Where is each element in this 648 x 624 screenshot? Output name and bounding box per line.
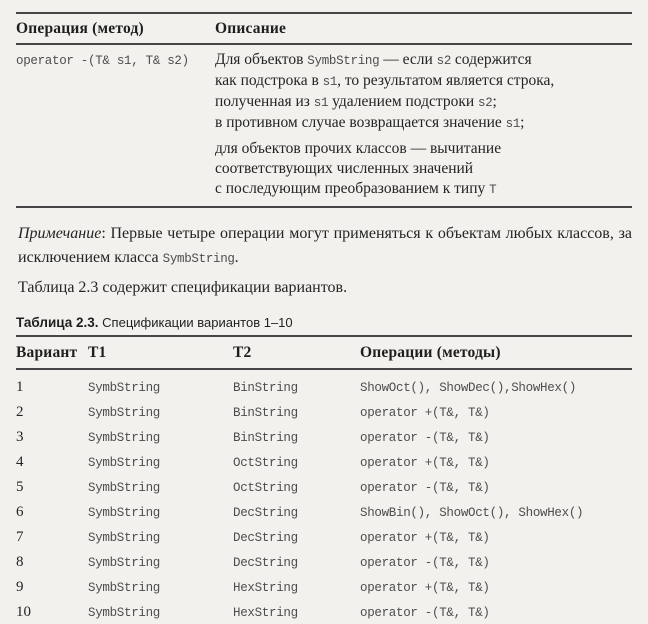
description-cell bbox=[215, 50, 632, 200]
variant-cell: 7 bbox=[16, 529, 24, 545]
table-row bbox=[16, 425, 632, 450]
t1-cell: SymbString bbox=[88, 605, 161, 620]
variant-cell: 3 bbox=[16, 429, 24, 445]
text-segment: с последующим преобразованием к типу bbox=[215, 180, 490, 197]
t1-cell: SymbString bbox=[88, 555, 161, 570]
table-row bbox=[16, 475, 632, 500]
operations-cell: operator -(T&, T&) bbox=[360, 605, 490, 620]
description-line bbox=[215, 92, 632, 113]
text-segment: содержится bbox=[451, 51, 532, 68]
column-header-t1: T1 bbox=[88, 344, 107, 361]
inline-code: SymbString bbox=[162, 252, 235, 266]
t1-cell: SymbString bbox=[88, 480, 161, 495]
t1-cell: SymbString bbox=[88, 430, 161, 445]
text-segment: удалением подстроки bbox=[328, 93, 479, 110]
intro-paragraph: Таблица 2.3 содержит спецификации вариантов. bbox=[18, 279, 348, 296]
variant-cell: 2 bbox=[16, 404, 24, 420]
t1-cell: SymbString bbox=[88, 530, 161, 545]
caption-number: Таблица 2.3. bbox=[16, 315, 99, 330]
description-paragraph bbox=[215, 139, 632, 200]
inline-code: s2 bbox=[436, 54, 452, 68]
variant-cell: 9 bbox=[16, 579, 24, 595]
text-segment: . bbox=[234, 249, 239, 266]
variants-table-body bbox=[16, 370, 632, 624]
t2-cell: OctString bbox=[233, 455, 298, 470]
inline-code: T bbox=[489, 183, 497, 197]
t2-cell: BinString bbox=[233, 430, 298, 445]
operations-cell: ShowBin(), ShowOct(), ShowHex() bbox=[360, 505, 584, 520]
variants-table-header bbox=[16, 337, 632, 370]
operations-cell: operator -(T&, T&) bbox=[360, 480, 490, 495]
operations-cell: operator -(T&, T&) bbox=[360, 430, 490, 445]
t2-cell: DecString bbox=[233, 505, 298, 520]
operations-cell: operator +(T&, T&) bbox=[360, 580, 490, 595]
table-row bbox=[16, 375, 632, 400]
inline-code: s2 bbox=[478, 96, 493, 110]
table-row bbox=[16, 450, 632, 475]
t2-cell: HexString bbox=[233, 605, 298, 620]
text-segment: , то результатом является строка, bbox=[337, 72, 555, 89]
t2-cell: DecString bbox=[233, 555, 298, 570]
text-segment: соответствующих численных значений bbox=[215, 160, 474, 177]
inline-code: s1 bbox=[322, 75, 338, 89]
description-line bbox=[215, 113, 632, 134]
inline-code: s1 bbox=[505, 117, 521, 131]
variant-cell: 1 bbox=[16, 379, 24, 395]
caption-title: Спецификации вариантов 1–10 bbox=[98, 315, 293, 330]
operations-table bbox=[16, 12, 632, 208]
column-header-t2: T2 bbox=[233, 344, 252, 361]
text-segment: : Первые четыре операции могут применяться к объектам любых классов, за исключением класса bbox=[18, 225, 632, 266]
table-caption bbox=[16, 315, 632, 330]
variant-cell: 6 bbox=[16, 504, 24, 520]
description-line bbox=[215, 139, 632, 159]
variant-cell: 5 bbox=[16, 479, 24, 495]
t2-cell: BinString bbox=[233, 405, 298, 420]
description-paragraph bbox=[215, 50, 632, 134]
t2-cell: HexString bbox=[233, 580, 298, 595]
text-segment: в противном случае возвращается значение bbox=[215, 114, 506, 131]
inline-code: s1 bbox=[313, 96, 329, 110]
column-header-description: Описание bbox=[215, 20, 287, 37]
t1-cell: SymbString bbox=[88, 405, 161, 420]
operations-cell: operator +(T&, T&) bbox=[360, 530, 490, 545]
description-line bbox=[215, 50, 632, 71]
t2-cell: DecString bbox=[233, 530, 298, 545]
description-line bbox=[215, 179, 632, 200]
t1-cell: SymbString bbox=[88, 380, 161, 395]
operations-cell: operator -(T&, T&) bbox=[360, 555, 490, 570]
table-row bbox=[16, 575, 632, 600]
table-row bbox=[16, 525, 632, 550]
operation-cell: operator -(T& s1, T& s2) bbox=[16, 54, 189, 68]
column-header-operation: Операция (метод) bbox=[16, 20, 144, 37]
inline-code: SymbString bbox=[307, 54, 380, 68]
t1-cell: SymbString bbox=[88, 505, 161, 520]
text-segment: ; bbox=[520, 114, 525, 131]
column-header-variant: Вариант bbox=[16, 344, 78, 361]
text-segment: Для объектов bbox=[215, 51, 308, 68]
operations-cell: ShowOct(), ShowDec(),ShowHex() bbox=[360, 380, 577, 395]
note-paragraph bbox=[18, 222, 632, 271]
description-line bbox=[215, 159, 632, 179]
text-segment: ; bbox=[492, 93, 497, 110]
table-row bbox=[16, 500, 632, 525]
t2-cell: BinString bbox=[233, 380, 298, 395]
column-header-operations: Операции (методы) bbox=[360, 344, 501, 361]
t2-cell: OctString bbox=[233, 480, 298, 495]
variant-cell: 8 bbox=[16, 554, 24, 570]
t1-cell: SymbString bbox=[88, 580, 161, 595]
operations-table-header bbox=[16, 14, 632, 45]
table-row bbox=[16, 400, 632, 425]
operations-cell: operator +(T&, T&) bbox=[360, 405, 490, 420]
table-row bbox=[16, 600, 632, 624]
operations-table-row bbox=[16, 45, 632, 206]
note-lead-italic: Примечание bbox=[18, 225, 102, 242]
text-segment: для объектов прочих классов — вычитание bbox=[215, 140, 502, 157]
variant-cell: 10 bbox=[16, 604, 31, 620]
description-line bbox=[215, 71, 632, 92]
text-segment: полученная из bbox=[215, 93, 314, 110]
variants-table bbox=[16, 335, 632, 624]
text-segment: как подстрока в bbox=[215, 72, 323, 89]
table-row bbox=[16, 550, 632, 575]
variant-cell: 4 bbox=[16, 454, 24, 470]
operations-cell: operator +(T&, T&) bbox=[360, 455, 490, 470]
t1-cell: SymbString bbox=[88, 455, 161, 470]
text-segment: — если bbox=[379, 51, 437, 68]
